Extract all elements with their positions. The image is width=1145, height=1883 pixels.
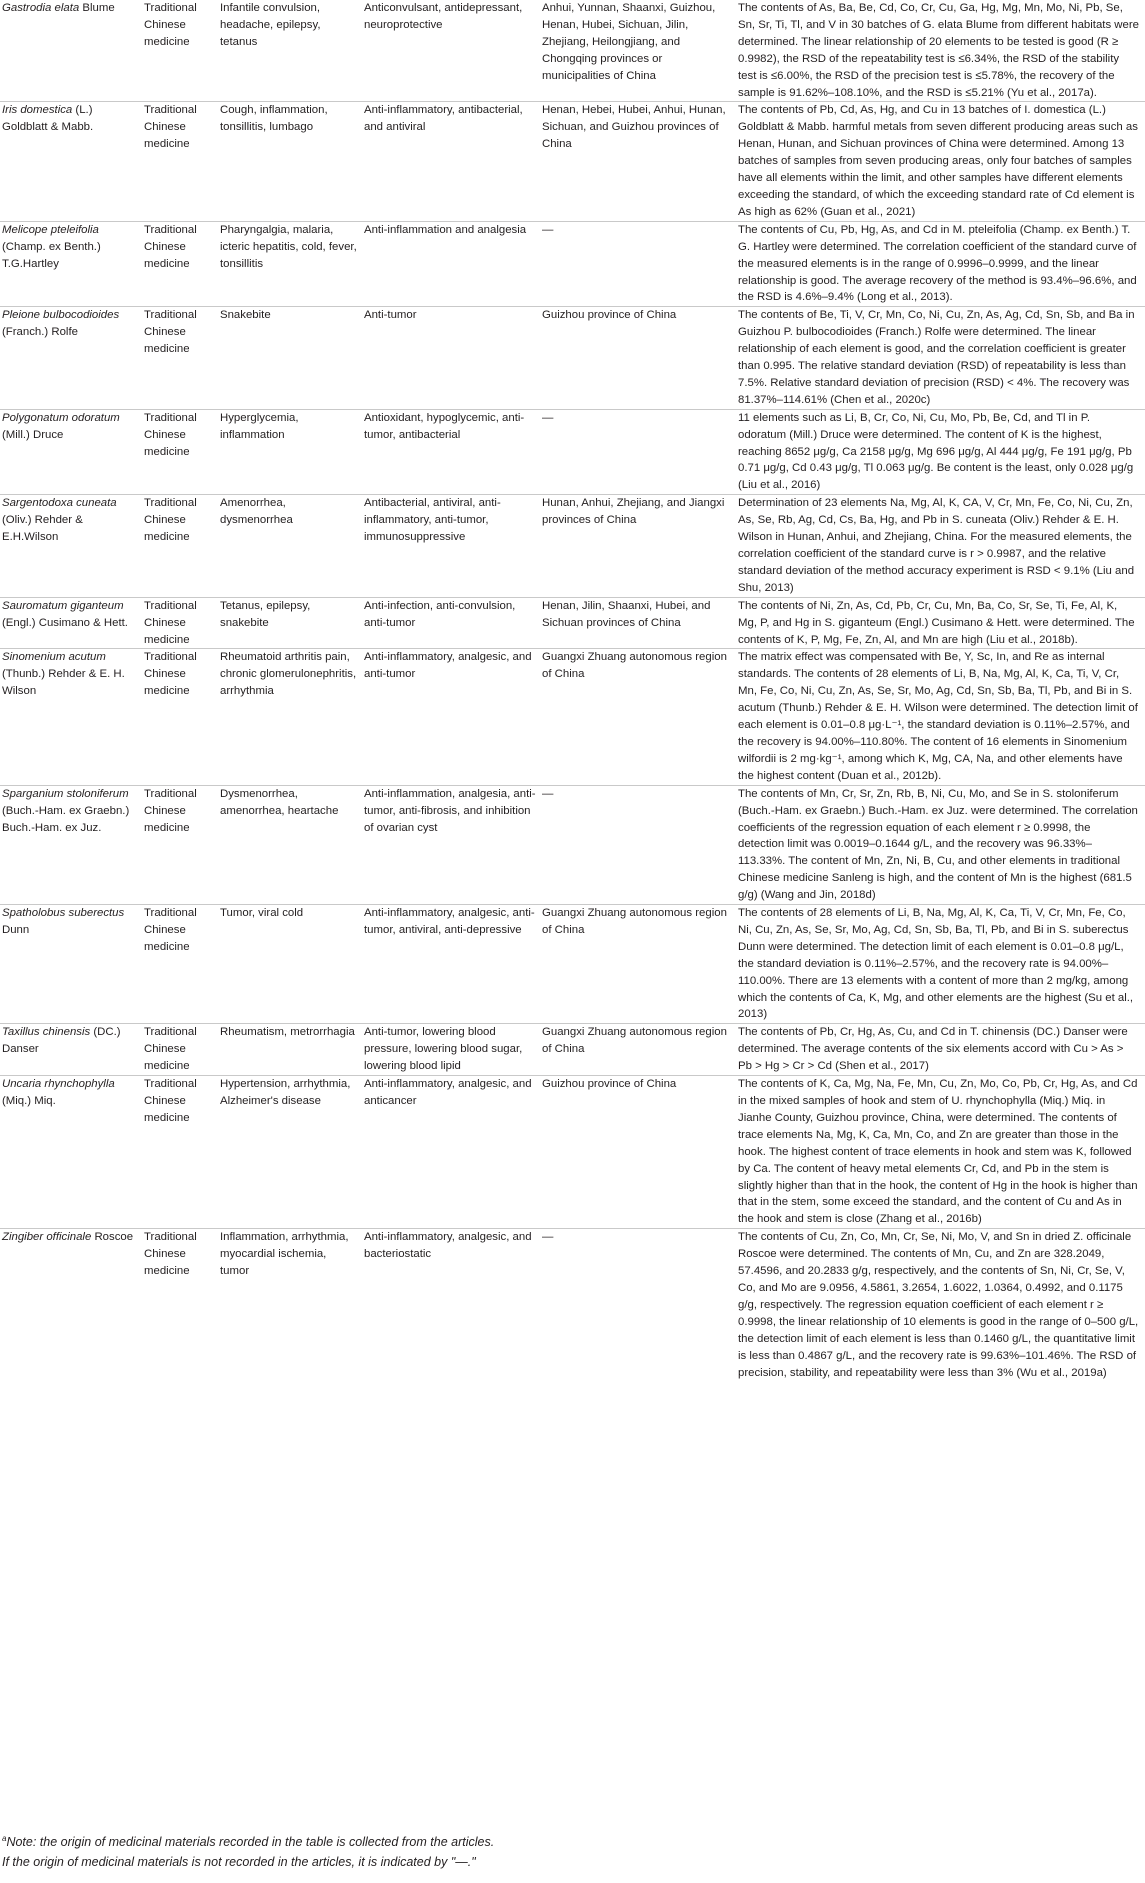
elements-content-cell: The matrix effect was compensated with Be, Y, Sc, In, and Re as internal standards. The contents of 28 elements of Li, B, Na, Mg, Al, K, Ca, Ti, V, Cr, Mn, Fe, Co, Ni, Cu, Zn, As, Se, Sr, Mo, Ag, Cd, Sn, Sb, Ba, Tl, Pb, and Bi in S. acutum (Thunb.) Rehder & E. H. Wilson were determined. The detection limit of each element is 0.01–0.8 μg·L⁻¹, the standard deviation is 0.11%–2.57%, and the recovery is 94.00%–110.80%. The content of 16 elements in Sinomenium wilfordii is 2 mg·kg⁻¹, among which K, Mg, CA, Na, and other elements have the highest content (Duan et al., 2012b). bbox=[738, 649, 1145, 785]
species-author: (Thunb.) Rehder & E. H. Wilson bbox=[2, 668, 125, 698]
species-cell bbox=[0, 307, 144, 409]
species-author: (DC.) Danser bbox=[2, 1026, 121, 1056]
table-row bbox=[0, 102, 1145, 221]
traditional-uses-cell: Hypertension, arrhythmia, Alzheimer's disease bbox=[220, 1076, 364, 1229]
species-author: (Buch.-Ham. ex Graebn.) Buch.-Ham. ex Juz. bbox=[2, 804, 130, 834]
traditional-uses-cell: Tumor, viral cold bbox=[220, 905, 364, 1024]
pharmacology-cell: Anti-tumor, lowering blood pressure, lowering blood sugar, lowering blood lipid bbox=[364, 1024, 542, 1076]
species-name: Spatholobus suberectus bbox=[2, 907, 125, 920]
species-cell bbox=[0, 495, 144, 597]
species-cell bbox=[0, 905, 144, 1024]
footnote-line-1 bbox=[2, 1832, 494, 1852]
species-author: (Mill.) Druce bbox=[2, 428, 64, 441]
table-row bbox=[0, 221, 1145, 307]
species-cell bbox=[0, 409, 144, 495]
traditional-uses-cell: Hyperglycemia, inflammation bbox=[220, 409, 364, 495]
traditional-uses-cell: Rheumatoid arthritis pain, chronic glomerulonephritis, arrhythmia bbox=[220, 649, 364, 785]
species-author: (L.) Goldblatt & Mabb. bbox=[2, 104, 94, 134]
pharmacology-cell: Anti-tumor bbox=[364, 307, 542, 409]
species-author: (Oliv.) Rehder & E.H.Wilson bbox=[2, 514, 83, 544]
species-name: Uncaria rhynchophylla bbox=[2, 1078, 115, 1091]
elements-content-cell: The contents of 28 elements of Li, B, Na, Mg, Al, K, Ca, Ti, V, Cr, Mn, Fe, Co, Ni, Cu, Zn, As, Se, Sr, Mo, Ag, Cd, Sn, Sb, Ba, Tl, Pb, and Bi in S. suberectus Dunn were determined. The detection limit of each element is 0.01–0.8 μg/L, the standard deviation is 0.11%–2.57%, and the recovery rate is 94.00%–110.00%. There are 13 elements with a content of more than 2 mg/kg, among which the contents of Ca, K, Mg, and other elements are the highest (Su et al., 2013) bbox=[738, 905, 1145, 1024]
origin-cell: — bbox=[542, 785, 738, 904]
table-row bbox=[0, 495, 1145, 597]
elements-content-cell: The contents of As, Ba, Be, Cd, Co, Cr, Cu, Ga, Hg, Mg, Mn, Mo, Ni, Pb, Se, Sn, Sr, Ti, Tl, and V in 30 batches of G. elata Blume from different habitats were determined. The linear relationship of 20 elements to be tested is good (R ≥ 0.9982), the RSD of the repeatability test is ≤6.34%, the RSD of the stability test is ≤6.00%, the RSD of the precision test is ≤5.78%, the recovery of the sample is 91.62%–108.10%, and the RSD is ≤5.21% (Yu et al., 2017a). bbox=[738, 2, 1139, 99]
traditional-uses-cell: Amenorrhea, dysmenorrhea bbox=[220, 495, 364, 597]
footnote-line-2: If the origin of medicinal materials is not recorded in the articles, it is indicated by "—." bbox=[2, 1855, 476, 1869]
table-row bbox=[0, 597, 1145, 649]
species-cell bbox=[0, 102, 144, 221]
origin-cell: Guangxi Zhuang autonomous region of China bbox=[542, 1024, 738, 1076]
origin-cell: Guangxi Zhuang autonomous region of China bbox=[542, 649, 738, 785]
origin-cell: Guizhou province of China bbox=[542, 307, 738, 409]
traditional-uses-cell: Cough, inflammation, tonsillitis, lumbago bbox=[220, 102, 364, 221]
species-author: (Franch.) Rolfe bbox=[2, 326, 78, 339]
table-row bbox=[0, 409, 1145, 495]
origin-cell: Guizhou province of China bbox=[542, 1076, 738, 1229]
elements-content-cell: The contents of Pb, Cd, As, Hg, and Cu in 13 batches of I. domestica (L.) Goldblatt & Mabb. harmful metals from seven different producing areas such as Henan, Hunan, and Sichuan provinces of China were determined. Among 13 batches of samples from seven producing areas, only four batches of samples have all elements within the limit, and other samples have different elements exceeding the standard, of which the exceeding standard rate of Cd element is As high as 62% (Guan et al., 2021) bbox=[738, 102, 1145, 221]
species-cell bbox=[0, 1229, 144, 1382]
elements-content-cell: The contents of Cu, Zn, Co, Mn, Cr, Se, Ni, Mo, V, and Sn in dried Z. officinale Roscoe were determined. The contents of Mn, Cu, and Zn are 328.2049, 57.4596, and 20.2833 g/g, respectively, and the contents of Sn, Ni, Cr, Se, V, Co, and Mo are 9.0956, 4.5861, 3.2654, 1.6022, 1.0364, 0.4992, and 0.1175 g/g, respectively. The regression equation coefficient of each element r ≥ 0.9998, the linear relationship of 10 elements is good in the range of 0–500 g/L, the detection limit of each element is less than 0.1460 g/L, the quantitative limit is less than 0.4867 g/L, and the recovery rate is 99.63%–101.46%. The RSD of precision, stability, and repeatability were less than 3% (Wu et al., 2019a) bbox=[738, 1229, 1145, 1382]
category-cell: Traditional Chinese medicine bbox=[144, 1076, 220, 1229]
table-footnote bbox=[2, 1832, 494, 1872]
elements-content-cell: The contents of Mn, Cr, Sr, Zn, Rb, B, Ni, Cu, Mo, and Se in S. stoloniferum (Buch.-Ham. ex Graebn.) Buch.-Ham. ex Juz. were determined. The correlation coefficients of the regression equation of each element r ≥ 0.9998, the detection limit was 0.0019–0.1644 g/L, and the recovery was 96.33%–113.33%. The content of Mn, Zn, Ni, B, Cu, and other elements in traditional Chinese medicine Sanleng is high, and the content of Mn is the highest (681.5 g/g) (Wang and Jin, 2018d) bbox=[738, 785, 1145, 904]
origin-cell: Guangxi Zhuang autonomous region of China bbox=[542, 905, 738, 1024]
pharmacology-cell: Anti-inflammatory, antibacterial, and antiviral bbox=[364, 102, 542, 221]
origin-cell: Henan, Jilin, Shaanxi, Hubei, and Sichuan provinces of China bbox=[542, 597, 738, 649]
category-cell: Traditional Chinese medicine bbox=[144, 495, 220, 597]
species-cell bbox=[0, 597, 144, 649]
elements-content-cell: The contents of Cu, Pb, Hg, As, and Cd in M. pteleifolia (Champ. ex Benth.) T. G. Hartley were determined. The correlation coefficient of the standard curve of the measured elements is in the range of 0.9996–0.9999, and the linear relationship is good. The average recovery of the method is 93.4%–96.6%, and the RSD is 4.6%–9.4% (Long et al., 2013). bbox=[738, 221, 1145, 307]
category-cell: Traditional Chinese medicine bbox=[144, 2, 197, 48]
species-cell bbox=[0, 0, 144, 102]
species-author: (Engl.) Cusimano & Hett. bbox=[2, 616, 128, 629]
footnote-marker: a bbox=[2, 1833, 7, 1843]
elements-content-cell: Determination of 23 elements Na, Mg, Al, K, CA, V, Cr, Mn, Fe, Co, Ni, Cu, Zn, As, Se, Rb, Ag, Cd, Cs, Ba, Hg, and Pb in S. cuneata (Oliv.) Rehder & E. H. Wilson in Hunan, Anhui, and Zhejiang, China. For the measured elements, the correlation coefficient of the standard curve is r > 0.9987, and the relative standard deviation of the method accuracy experiment is RSD < 9.1% (Liu and Shu, 2013) bbox=[738, 495, 1145, 597]
category-cell: Traditional Chinese medicine bbox=[144, 785, 220, 904]
pharmacology-cell: Antibacterial, antiviral, anti-inflammatory, anti-tumor, immunosuppressive bbox=[364, 495, 542, 597]
table-row bbox=[0, 649, 1145, 785]
species-author: Blume bbox=[79, 2, 115, 14]
species-name: Pleione bulbocodioides bbox=[2, 309, 120, 322]
category-cell: Traditional Chinese medicine bbox=[144, 1229, 220, 1382]
species-cell bbox=[0, 1024, 144, 1076]
origin-cell: Anhui, Yunnan, Shaanxi, Guizhou, Henan, Hubei, Sichuan, Jilin, Zhejiang, Heilongjiang, and Chongqing provinces or municipalities of China bbox=[542, 2, 716, 82]
elements-content-cell: The contents of K, Ca, Mg, Na, Fe, Mn, Cu, Zn, Mo, Co, Pb, Cr, Hg, As, and Cd in the mixed samples of hook and stem of U. rhynchophylla (Miq.) Miq. in Jianhe County, Guizhou province, China, were determined. The contents of trace elements Na, Mg, K, Ca, Mn, Co, and Zn are greater than those in the hook. The highest content of trace elements in hook and stem was K, followed by Ca. The content of heavy metal elements Cr, Cd, and Pb in the stem is slightly higher than that in the hook, the content of Hg in the hook is higher than that in the stem, some exceed the standard, and the content of Cu and As in the hook and stem is close (Zhang et al., 2016b) bbox=[738, 1076, 1145, 1229]
table-row bbox=[0, 1024, 1145, 1076]
traditional-uses-cell: Dysmenorrhea, amenorrhea, heartache bbox=[220, 785, 364, 904]
species-name: Polygonatum odoratum bbox=[2, 411, 120, 424]
origin-cell: Hunan, Anhui, Zhejiang, and Jiangxi provinces of China bbox=[542, 495, 738, 597]
category-cell: Traditional Chinese medicine bbox=[144, 905, 220, 1024]
table-row bbox=[0, 785, 1145, 904]
species-cell bbox=[0, 221, 144, 307]
table-row bbox=[0, 905, 1145, 1024]
pharmacology-cell: Anti-inflammatory, analgesic, and bacteriostatic bbox=[364, 1229, 542, 1382]
table-row bbox=[0, 0, 1145, 102]
traditional-uses-cell: Inflammation, arrhythmia, myocardial ischemia, tumor bbox=[220, 1229, 364, 1382]
elements-content-cell: 11 elements such as Li, B, Cr, Co, Ni, Cu, Mo, Pb, Be, Cd, and Tl in P. odoratum (Mill.) Druce were determined. The content of K is the highest, reaching 8652 μg/g, Ca 2158 μg/g, Mg 696 μg/g, Al 444 μg/g, Fe 191 μg/g, Pb 0.71 μg/g, Cd 0.43 μg/g, Tl 0.063 μg/g. Be content is the least, only 0.028 μg/g (Liu et al., 2016) bbox=[738, 409, 1145, 495]
category-cell: Traditional Chinese medicine bbox=[144, 221, 220, 307]
traditional-uses-cell: Tetanus, epilepsy, snakebite bbox=[220, 597, 364, 649]
table-row bbox=[0, 307, 1145, 409]
species-name: Sparganium stoloniferum bbox=[2, 787, 129, 800]
table-row bbox=[0, 1229, 1145, 1382]
pharmacology-cell: Anti-inflammatory, analgesic, and anti-tumor bbox=[364, 649, 542, 785]
species-name: Sinomenium acutum bbox=[2, 651, 106, 664]
traditional-uses-cell: Snakebite bbox=[220, 307, 364, 409]
category-cell: Traditional Chinese medicine bbox=[144, 102, 220, 221]
pharmacology-cell: Anti-inflammatory, analgesic, anti-tumor, antiviral, anti-depressive bbox=[364, 905, 542, 1024]
elements-content-cell: The contents of Pb, Cr, Hg, As, Cu, and Cd in T. chinensis (DC.) Danser were determined. The average contents of the six elements accord with Cu > As > Pb > Hg > Cr > Cd (Shen et al., 2017) bbox=[738, 1024, 1145, 1076]
species-name: Melicope pteleifolia bbox=[2, 223, 99, 236]
species-name: Zingiber officinale bbox=[2, 1231, 92, 1244]
species-name: Taxillus chinensis bbox=[2, 1026, 91, 1039]
origin-cell: — bbox=[542, 409, 738, 495]
origin-cell: — bbox=[542, 1229, 738, 1382]
traditional-uses-cell: Pharyngalgia, malaria, icteric hepatitis, cold, fever, tonsillitis bbox=[220, 221, 364, 307]
pharmacology-cell: Anti-inflammation, analgesia, anti-tumor, anti-fibrosis, and inhibition of ovarian cyst bbox=[364, 785, 542, 904]
footnote-text-1: Note: the origin of medicinal materials recorded in the table is collected from the articles. bbox=[6, 1835, 495, 1849]
species-author: Roscoe bbox=[91, 1231, 134, 1244]
species-name: Iris domestica bbox=[2, 104, 73, 117]
species-cell bbox=[0, 1076, 144, 1229]
species-author: (Champ. ex Benth.) T.G.Hartley bbox=[2, 240, 101, 270]
traditional-uses-cell: Rheumatism, metrorrhagia bbox=[220, 1024, 364, 1076]
category-cell: Traditional Chinese medicine bbox=[144, 597, 220, 649]
species-cell bbox=[0, 649, 144, 785]
species-cell bbox=[0, 785, 144, 904]
species-name: Sargentodoxa cuneata bbox=[2, 497, 117, 510]
pharmacology-cell: Anti-infection, anti-convulsion, anti-tumor bbox=[364, 597, 542, 649]
origin-cell: Henan, Hebei, Hubei, Anhui, Hunan, Sichuan, and Guizhou provinces of China bbox=[542, 102, 738, 221]
traditional-uses-cell: Infantile convulsion, headache, epilepsy, tetanus bbox=[220, 2, 321, 48]
pharmacology-cell: Anticonvulsant, antidepressant, neuroprotective bbox=[364, 2, 523, 31]
category-cell: Traditional Chinese medicine bbox=[144, 409, 220, 495]
species-name: Gastrodia elata bbox=[2, 2, 80, 14]
pharmacology-cell: Anti-inflammation and analgesia bbox=[364, 221, 542, 307]
category-cell: Traditional Chinese medicine bbox=[144, 307, 220, 409]
species-name: Sauromatum giganteum bbox=[2, 599, 124, 612]
pharmacology-cell: Antioxidant, hypoglycemic, anti-tumor, antibacterial bbox=[364, 409, 542, 495]
category-cell: Traditional Chinese medicine bbox=[144, 649, 220, 785]
elements-content-cell: The contents of Ni, Zn, As, Cd, Pb, Cr, Cu, Mn, Ba, Co, Sr, Se, Ti, Fe, Al, K, Mg, P, and Hg in S. giganteum (Engl.) Cusimano & Hett. were determined. The contents of K, P, Mg, Fe, Zn, Al, and Mn are high (Liu et al., 2018b). bbox=[738, 597, 1145, 649]
elements-content-cell: The contents of Be, Ti, V, Cr, Mn, Co, Ni, Cu, Zn, As, Ag, Cd, Sn, Sb, and Ba in Guizhou P. bulbocodioides (Franch.) Rolfe were determined. The linear relationship of each element is good, and the correlation coefficient is greater than 0.995. The relative standard deviation (RSD) of repeatability is less than 7.5%. Relative standard deviation of precision (RSD) < 4%. The recovery was 81.37%–114.61% (Chen et al., 2020c) bbox=[738, 307, 1145, 409]
table-row bbox=[0, 1076, 1145, 1229]
species-author: (Miq.) Miq. bbox=[2, 1095, 56, 1107]
species-author: Dunn bbox=[2, 923, 30, 936]
category-cell: Traditional Chinese medicine bbox=[144, 1024, 220, 1076]
origin-cell: — bbox=[542, 221, 738, 307]
pharmacology-cell: Anti-inflammatory, analgesic, and anticancer bbox=[364, 1076, 542, 1229]
